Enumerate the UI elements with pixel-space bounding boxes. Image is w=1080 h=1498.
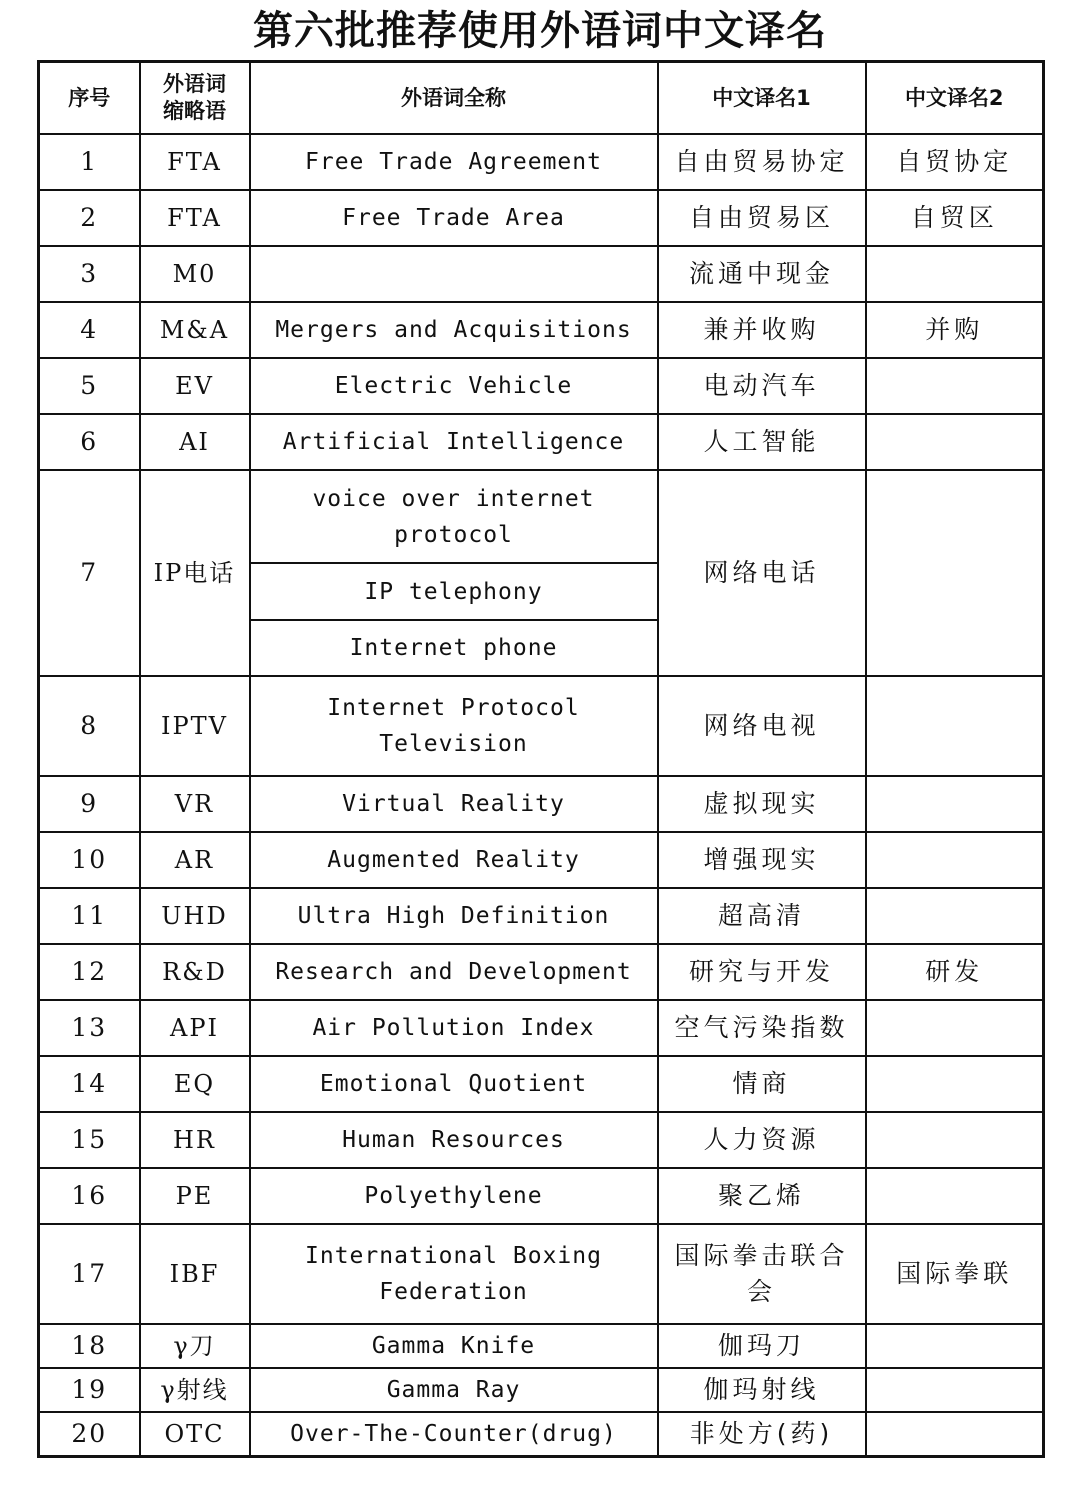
row-abbr: HR [140,1112,250,1168]
glossary-table [37,60,1045,1458]
row-no: 3 [39,246,140,302]
row-full-name: Virtual Reality [250,776,658,832]
row-cn1: 兼并收购 [658,302,866,358]
table-row [39,190,1044,246]
row-cn1: 国际拳击联合会 [658,1224,866,1324]
row-no: 8 [39,676,140,776]
row-no: 18 [39,1324,140,1368]
row-no: 13 [39,1000,140,1056]
row-full-name: Free Trade Area [250,190,658,246]
row-no: 7 [39,470,140,676]
row-cn2 [866,676,1044,776]
table-row [39,944,1044,1000]
table-row [39,888,1044,944]
row-cn1: 非处方(药) [658,1412,866,1456]
row-full-name: Augmented Reality [250,832,658,888]
row-cn1: 虚拟现实 [658,776,866,832]
table-row [39,776,1044,832]
row-full-name [250,246,658,302]
header-cn1: 中文译名1 [658,62,866,135]
row-abbr: γ射线 [140,1368,250,1412]
row-full-name: Internet phone [250,620,658,676]
row-full-name: Mergers and Acquisitions [250,302,658,358]
row-cn2: 并购 [866,302,1044,358]
row-cn2 [866,470,1044,676]
table-row [39,832,1044,888]
table-row [39,134,1044,190]
row-cn2 [866,414,1044,470]
row-full-name: Artificial Intelligence [250,414,658,470]
row-full-name: Ultra High Definition [250,888,658,944]
row-no: 10 [39,832,140,888]
table-row [39,1368,1044,1412]
row-abbr: VR [140,776,250,832]
table-row [39,302,1044,358]
row-cn1: 增强现实 [658,832,866,888]
row-abbr: AI [140,414,250,470]
row-full-name: Emotional Quotient [250,1056,658,1112]
row-cn2 [866,1368,1044,1412]
row-cn2 [866,832,1044,888]
row-cn2 [866,888,1044,944]
row-cn1: 研究与开发 [658,944,866,1000]
row-cn1: 情商 [658,1056,866,1112]
row-cn1: 电动汽车 [658,358,866,414]
row-full-name: Electric Vehicle [250,358,658,414]
row-no: 12 [39,944,140,1000]
row-cn1: 网络电话 [658,470,866,676]
row-full-name: Air Pollution Index [250,1000,658,1056]
row-full-name: International Boxing Federation [250,1224,658,1324]
row-cn2 [866,1056,1044,1112]
row-cn1: 伽玛刀 [658,1324,866,1368]
row-cn2 [866,1324,1044,1368]
row-cn2: 国际拳联 [866,1224,1044,1324]
row-full-name: Internet Protocol Television [250,676,658,776]
row-no: 1 [39,134,140,190]
row-full-name: Free Trade Agreement [250,134,658,190]
row-cn1: 网络电视 [658,676,866,776]
row-cn2: 自贸区 [866,190,1044,246]
row-abbr: PE [140,1168,250,1224]
row-no: 4 [39,302,140,358]
header-no: 序号 [39,62,140,135]
row-cn1: 伽玛射线 [658,1368,866,1412]
row-abbr: M0 [140,246,250,302]
table-row [39,470,1044,563]
header-row [39,62,1044,135]
row-full-name: Gamma Knife [250,1324,658,1368]
row-no: 15 [39,1112,140,1168]
row-no: 16 [39,1168,140,1224]
table-row [39,1224,1044,1324]
table-row [39,1000,1044,1056]
row-abbr: OTC [140,1412,250,1456]
row-abbr: M&A [140,302,250,358]
header-cn2: 中文译名2 [866,62,1044,135]
row-cn1: 流通中现金 [658,246,866,302]
row-cn1: 自由贸易区 [658,190,866,246]
row-cn2 [866,1000,1044,1056]
row-no: 19 [39,1368,140,1412]
table-row [39,1324,1044,1368]
row-no: 9 [39,776,140,832]
row-full-name: Human Resources [250,1112,658,1168]
row-cn1: 空气污染指数 [658,1000,866,1056]
row-cn1: 聚乙烯 [658,1168,866,1224]
row-cn1: 人力资源 [658,1112,866,1168]
row-abbr: EQ [140,1056,250,1112]
header-abbr [140,62,250,135]
row-no: 17 [39,1224,140,1324]
row-abbr: IPTV [140,676,250,776]
row-cn1: 超高清 [658,888,866,944]
row-abbr: API [140,1000,250,1056]
table-row [39,1112,1044,1168]
row-full-name: voice over internet protocol [250,470,658,563]
row-full-name: Over-The-Counter(drug) [250,1412,658,1456]
row-cn1: 自由贸易协定 [658,134,866,190]
row-abbr: AR [140,832,250,888]
row-abbr: IBF [140,1224,250,1324]
row-cn2 [866,1412,1044,1456]
table-row [39,1168,1044,1224]
row-cn2 [866,776,1044,832]
header-abbr-line1: 外语词 [163,72,226,96]
table-row [39,1056,1044,1112]
row-abbr: IP电话 [140,470,250,676]
row-cn2: 自贸协定 [866,134,1044,190]
row-cn2: 研发 [866,944,1044,1000]
row-cn2 [866,1112,1044,1168]
table-row [39,676,1044,776]
table-row [39,246,1044,302]
row-full-name: IP telephony [250,563,658,620]
row-full-name: Research and Development [250,944,658,1000]
row-cn2 [866,246,1044,302]
row-abbr: FTA [140,190,250,246]
row-full-name: Polyethylene [250,1168,658,1224]
row-no: 6 [39,414,140,470]
row-no: 20 [39,1412,140,1456]
row-abbr: UHD [140,888,250,944]
row-cn2 [866,358,1044,414]
page-title: 第六批推荐使用外语词中文译名 [253,8,827,54]
header-abbr-line2: 缩略语 [163,99,226,123]
row-full-name: Gamma Ray [250,1368,658,1412]
row-abbr: EV [140,358,250,414]
table-row [39,358,1044,414]
row-no: 2 [39,190,140,246]
row-cn1: 人工智能 [658,414,866,470]
row-no: 14 [39,1056,140,1112]
row-abbr: γ刀 [140,1324,250,1368]
row-no: 11 [39,888,140,944]
row-abbr: R&D [140,944,250,1000]
row-abbr: FTA [140,134,250,190]
table-row [39,1412,1044,1456]
row-cn2 [866,1168,1044,1224]
table-row [39,414,1044,470]
row-no: 5 [39,358,140,414]
header-full-name: 外语词全称 [250,62,658,135]
